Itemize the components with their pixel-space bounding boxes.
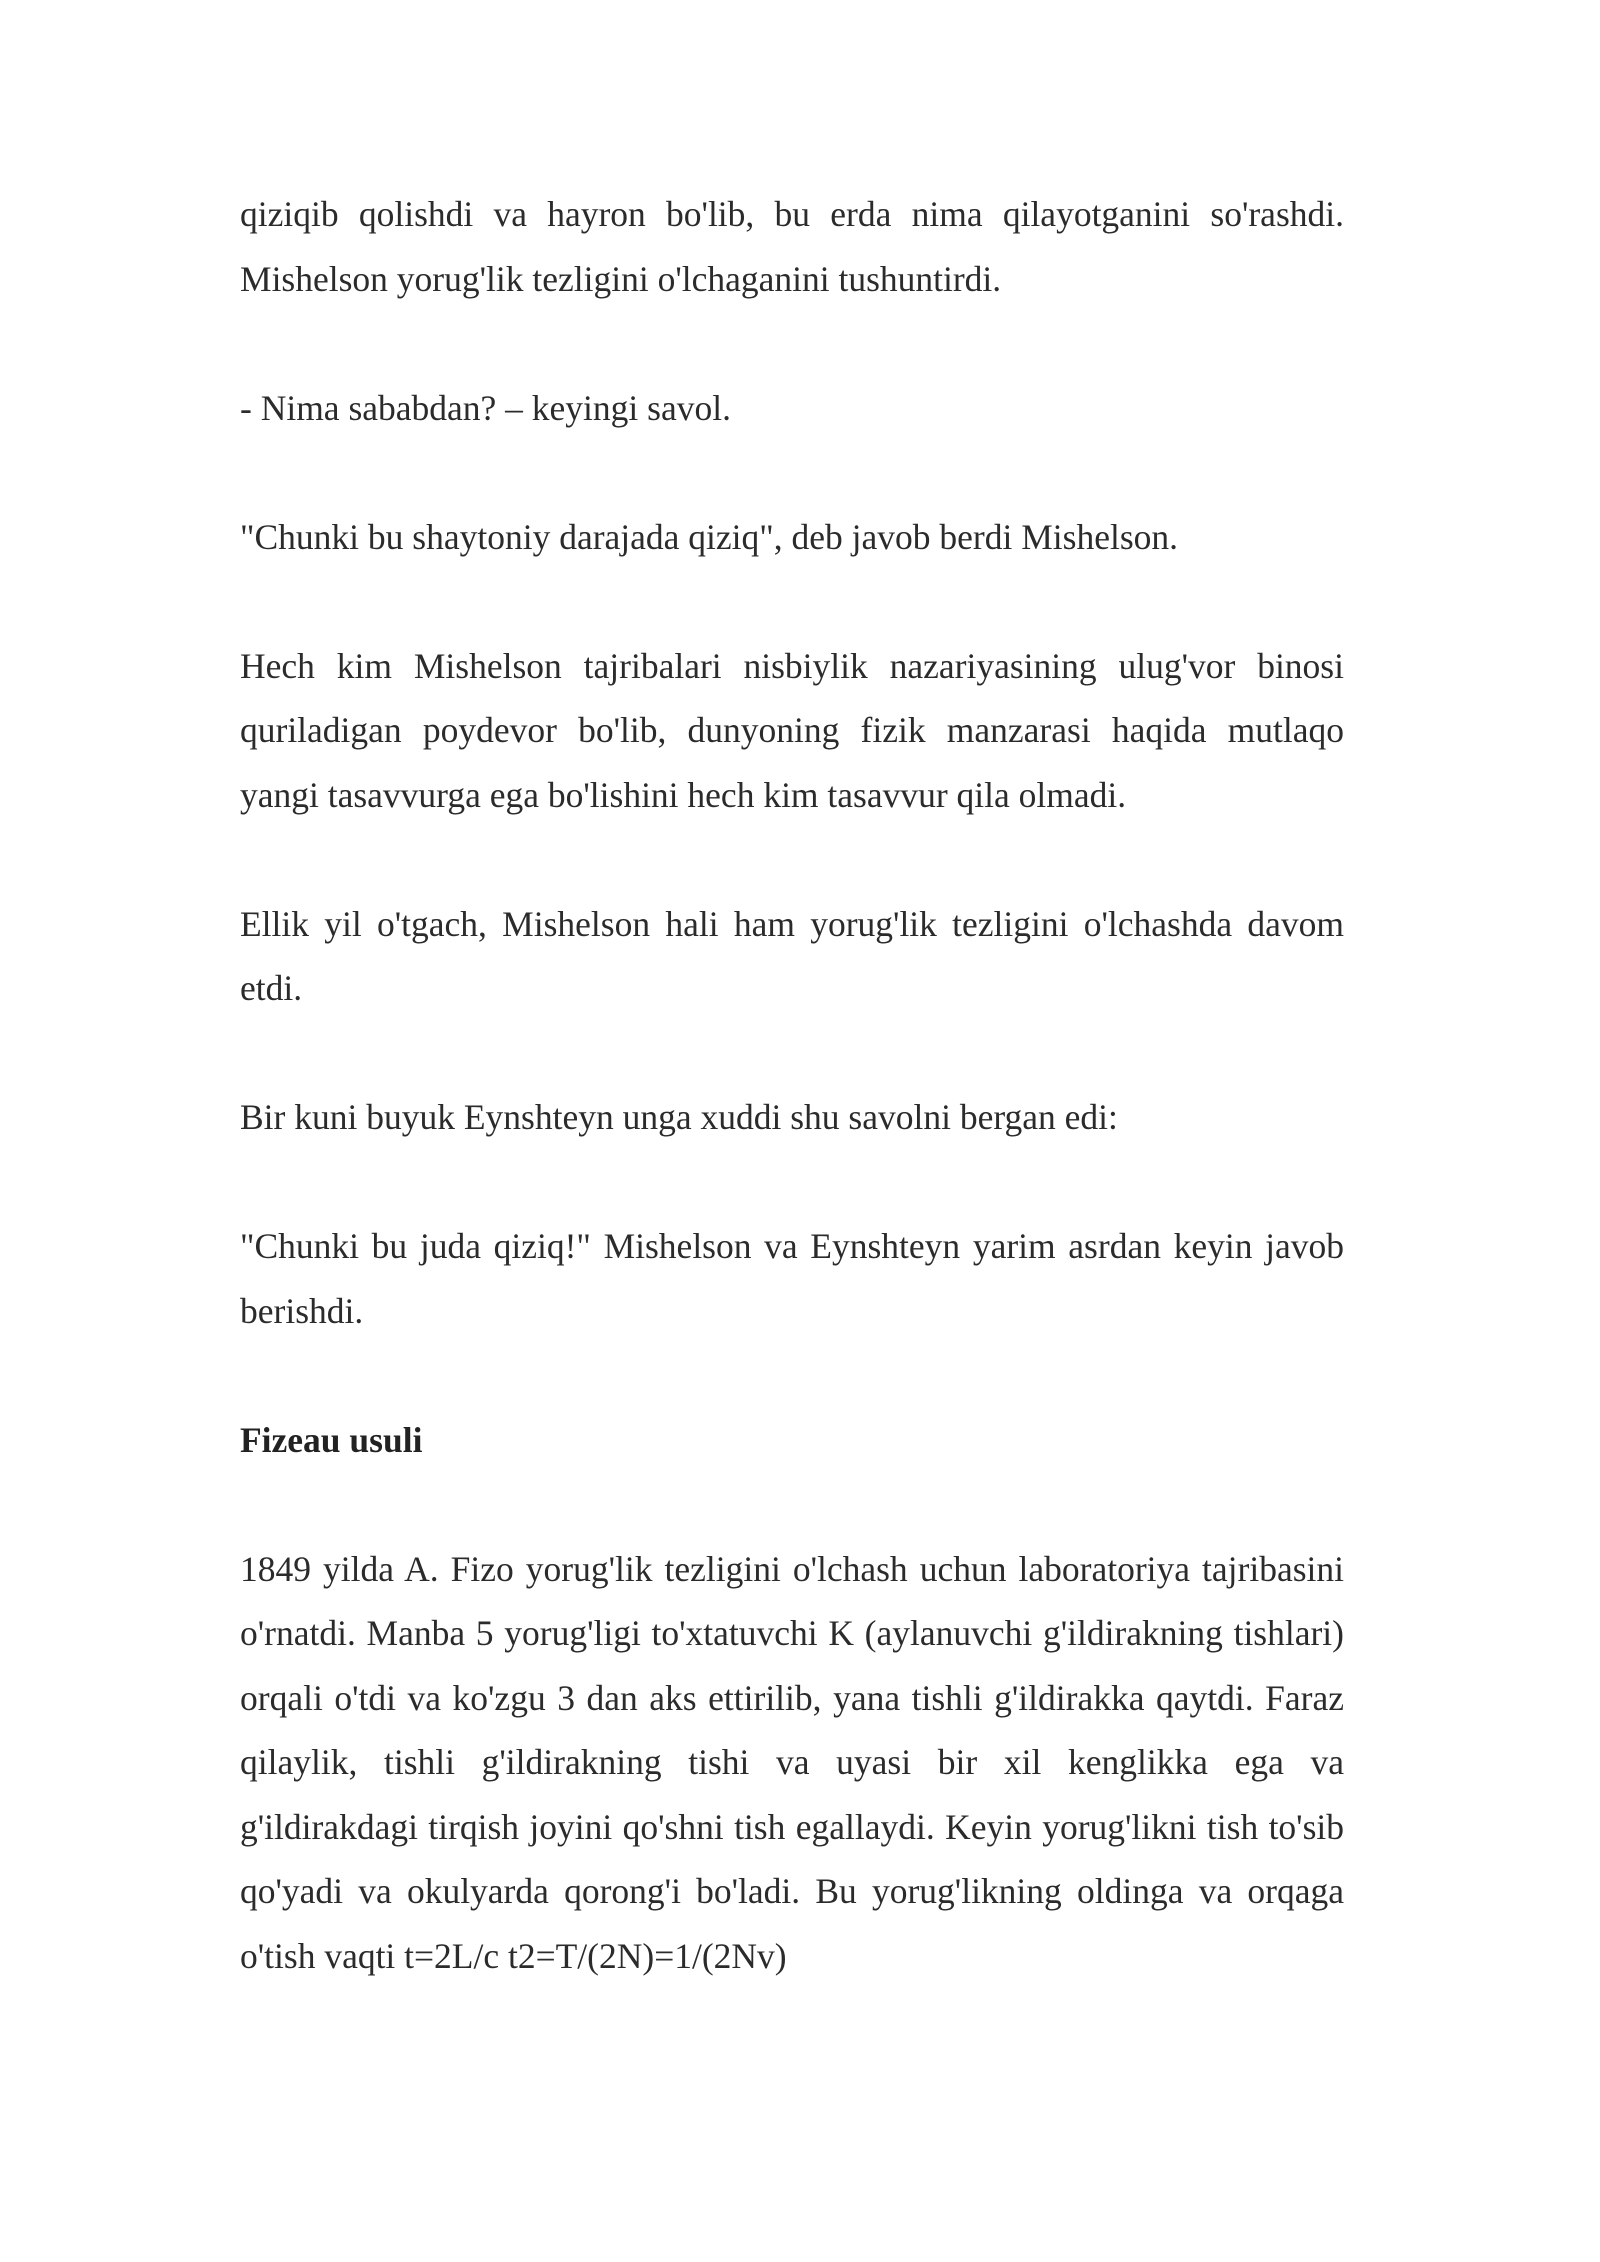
paragraph: - Nima sababdan? – keyingi savol. bbox=[240, 387, 731, 428]
section-heading: Fizeau usuli bbox=[240, 1419, 423, 1460]
paragraph: "Chunki bu juda qiziq!" Mishelson va Eynshteyn yarim asrdan keyin javob berishdi. bbox=[240, 1226, 1344, 1331]
paragraph: 1849 yilda A. Fizo yorug'lik tezligini o'lchash uchun laboratoriya tajribasini o'rnatdi. Manba 5 yorug'ligi to'xtatuvchi K (aylanuvchi g'ildirakning tishlari) orqali o'tdi va ko'zgu 3 dan aks ettirilib, yana tishli g'ildirakka qaytdi. Faraz qilaylik, tishli g'ildirakning tishi va uyasi bir xil kenglikka ega va g'ildirakdagi tirqish joyini qo'shni tish egallaydi. Keyin yorug'likni tish to'sib qo'yadi va okulyarda qorong'i bo'ladi. Bu yorug'likning oldinga va orqaga o'tish vaqti t=2L/c t2=T/(2N)=1/(2Nv) bbox=[240, 1548, 1344, 1976]
paragraph: Bir kuni buyuk Eynshteyn unga xuddi shu savolni bergan edi: bbox=[240, 1097, 1118, 1137]
paragraph: "Chunki bu shaytoniy darajada qiziq", deb javob berdi Mishelson. bbox=[240, 516, 1179, 557]
paragraph: Ellik yil o'tgach, Mishelson hali ham yorug'lik tezligini o'lchashda davom etdi. bbox=[240, 903, 1344, 1008]
document-body bbox=[240, 182, 1344, 2053]
paragraph: Hech kim Mishelson tajribalari nisbiylik nazariyasining ulug'vor binosi quriladigan poydevor bo'lib, dunyoning fizik manzarasi haqida mutlaqo yangi tasavvurga ega bo'lishini hech kim tasavvur qila olmadi. bbox=[240, 645, 1344, 815]
paragraph: qiziqib qolishdi va hayron bo'lib, bu erda nima qilayotganini so'rashdi. Mishelson yorug'lik tezligini o'lchaganini tushuntirdi. bbox=[240, 194, 1344, 299]
